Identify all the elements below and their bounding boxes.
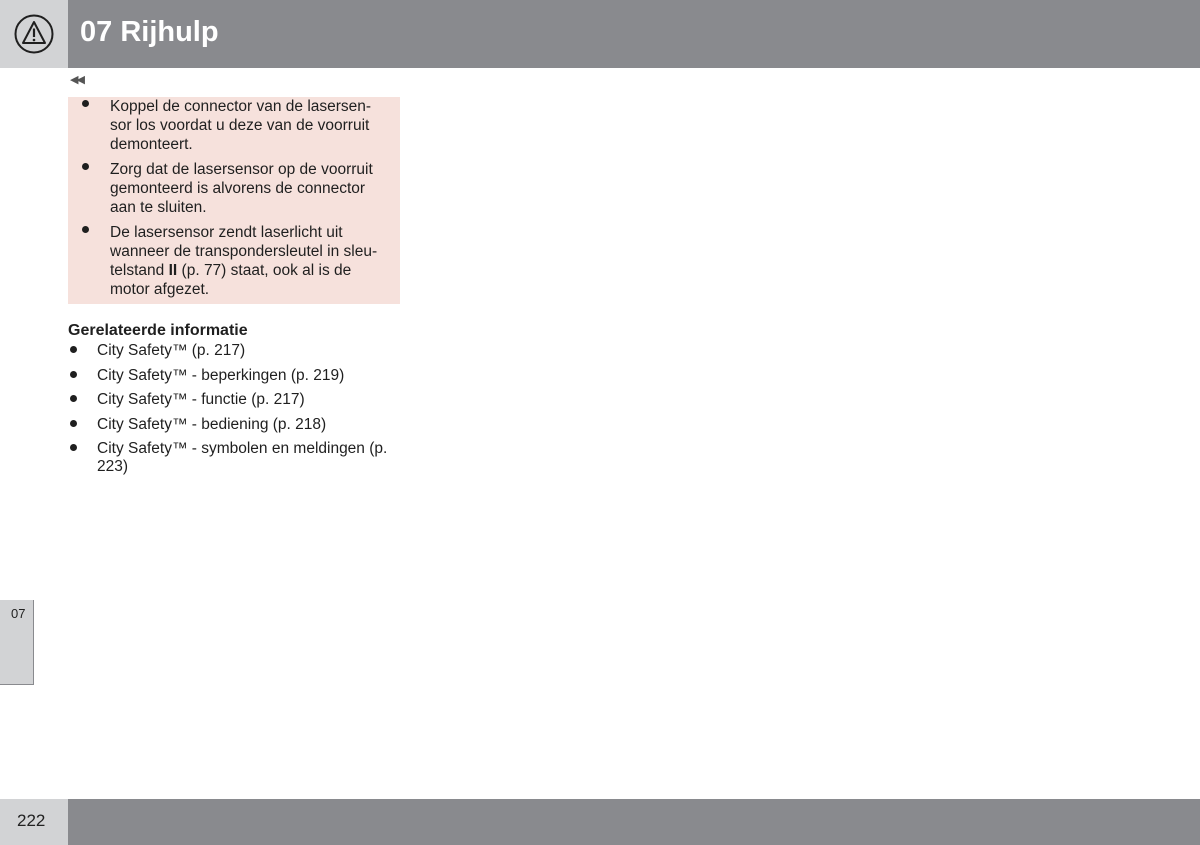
bullet-icon: [70, 371, 77, 378]
footer-bar: [68, 799, 1200, 845]
warning-box: [68, 97, 400, 304]
header-bar: [68, 0, 1200, 68]
bullet-icon: [82, 163, 89, 170]
related-link-text: City Safety™ - bediening (p. 218): [97, 415, 327, 433]
warning-item-text: Zorg dat de lasersensor op de voorruit gemonteerd is alvorens de connector aan te sluiten.: [110, 161, 373, 216]
chapter-side-tab: [0, 600, 34, 685]
chapter-title: 07 Rijhulp: [80, 16, 219, 48]
related-link[interactable]: [68, 416, 400, 434]
bullet-icon: [70, 444, 77, 451]
warning-item: [68, 160, 400, 217]
warning-item-text-end: (p. 77) staat, ook al is de motor afgezet.: [110, 262, 352, 298]
related-link-text: City Safety™ - beperkingen (p. 219): [97, 366, 345, 384]
related-info-heading: Gerelateerde informatie: [68, 322, 248, 339]
warning-list: [68, 97, 400, 305]
related-link[interactable]: [68, 367, 400, 385]
related-link[interactable]: [68, 391, 400, 409]
key-position-label: II: [168, 262, 178, 279]
warning-item: [68, 97, 400, 154]
related-link[interactable]: [68, 342, 400, 360]
warning-item: [68, 223, 400, 299]
bullet-icon: [82, 100, 89, 107]
header-icon-box: [0, 0, 68, 68]
warning-item-text: Koppel de connector van de lasersen-sor los voordat u deze van de voorruit demonteert.: [110, 98, 372, 153]
related-link-text: City Safety™ - functie (p. 217): [97, 391, 305, 409]
bullet-icon: [70, 420, 77, 427]
related-link-text: City Safety™ (p. 217): [97, 342, 246, 359]
side-tab-label: 07: [11, 606, 26, 621]
continued-mark: ◀◀: [70, 74, 83, 86]
related-link[interactable]: [68, 440, 400, 476]
bullet-icon: [70, 346, 77, 353]
warning-item-text: De lasersensor zendt laserlicht uit wanneer de transpondersleutel in sleu-telstand: [110, 224, 378, 279]
related-info-list: [68, 342, 400, 483]
warning-triangle-icon: [14, 14, 54, 54]
bullet-icon: [70, 395, 77, 402]
bullet-icon: [82, 226, 89, 233]
related-link-text: City Safety™ - symbolen en meldingen (p. 223): [97, 440, 388, 476]
page-number: 222: [17, 811, 46, 830]
footer-page-box: [0, 799, 68, 845]
